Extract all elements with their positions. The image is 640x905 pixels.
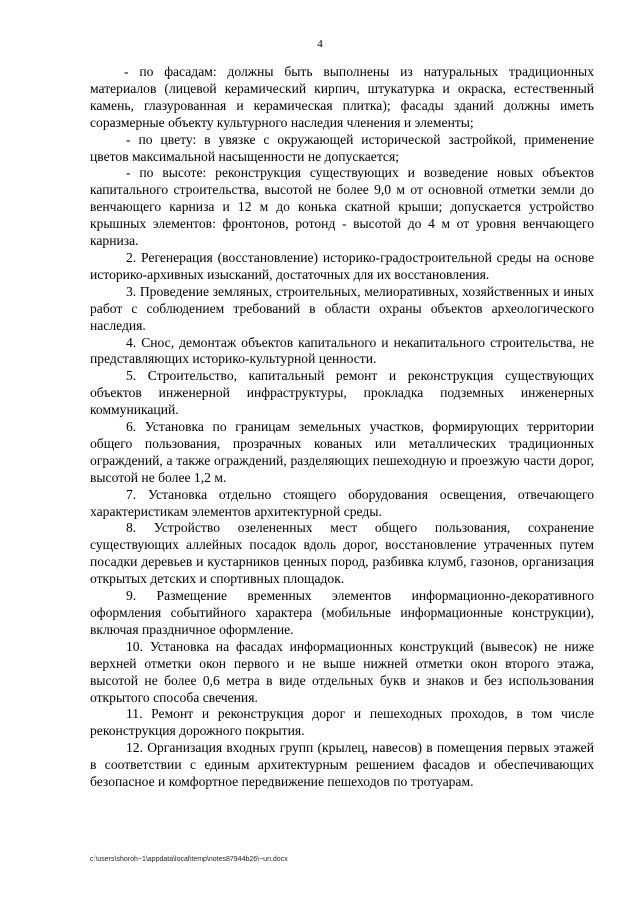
document-body [90,64,594,791]
footer-file-path: c:\users\shoroh~1\appdata\local\temp\notes87944b26\~un.docx [90,856,288,863]
paragraph-item-4: 4. Снос, демонтаж объектов капитального и некапитального строительства, не представляющих историко-культурной ценности. [90,334,594,367]
paragraph-item-5: 5. Строительство, капитальный ремонт и реконструкция существующих объектов инженерной инфраструктуры, прокладка подземных инженерных коммуникаций. [90,368,594,418]
paragraph-item-10: 10. Установка на фасадах информационных конструкций (вывесок) не ниже верхней отметки окон первого и не выше нижней отметки окон второго этажа, высотой не более 0,6 метра в виде отдельных букв и знаков и без использования открытого способа свечения. [90,638,594,705]
paragraph-item-3: 3. Проведение земляных, строительных, мелиоративных, хозяйственных и иных работ с соблюдением требований в области охраны объектов археологического наследия. [90,283,594,333]
paragraph-item-12: 12. Организация входных групп (крылец, навесов) в помещения первых этажей в соответствии с единым архитектурным решением фасадов и обеспечивающих безопасное и комфортное передвижение пешеходов по тротуарам. [90,740,594,790]
paragraph-item-2: 2. Регенерация (восстановление) историко-градостроительной среды на основе историко-архивных изысканий, достаточных для их восстановления. [90,249,594,282]
page-number: 4 [317,38,323,50]
paragraph-item-11: 11. Ремонт и реконструкция дорог и пешеходных проходов, в том числе реконструкция дорожного покрытия. [90,706,594,739]
paragraph-item-7: 7. Установка отдельно стоящего оборудования освещения, отвечающего характеристикам элементов архитектурной среды. [90,486,594,519]
paragraph-item-8: 8. Устройство озелененных мест общего пользования, сохранение существующих аллейных посадок вдоль дорог, восстановление утраченных путем посадки деревьев и кустарников ценных пород, разбивка клумб, газонов, организация открытых детских и спортивных площадок. [90,520,594,587]
paragraph-color: - по цвету: в увязке с окружающей исторической застройкой, применение цветов максимальной насыщенности не допускается; [90,131,594,164]
paragraph-item-6: 6. Установка по границам земельных участков, формирующих территории общего пользования, прозрачных кованых или металлических традиционных ограждений, а также ограждений, разделяющих пешеходную и проезжую части дорог, высотой не более 1,2 м. [90,419,594,485]
paragraph-height: - по высоте: реконструкция существующих и возведение новых объектов капитального строительства, высотой не более 9,0 м от основной отметки земли до венчающего карниза и 12 м до конька скатной крыши; допускается устройство крышных элементов: фронтонов, ротонд - высотой до 4 м от уровня венчающего карниза. [90,165,594,249]
paragraph-facades: - по фасадам: должны быть выполнены из натуральных традиционных материалов (лицевой керамический кирпич, штукатурка и окраска, естественный камень, глазурованная и керамическая плитка); фасады зданий должны иметь соразмерные объекту культурного наследия членения и элементы; [90,64,594,130]
paragraph-item-9: 9. Размещение временных элементов информационно-декоративного оформления событийного характера (мобильные информационные конструкции), включая праздничное оформление. [90,588,594,637]
